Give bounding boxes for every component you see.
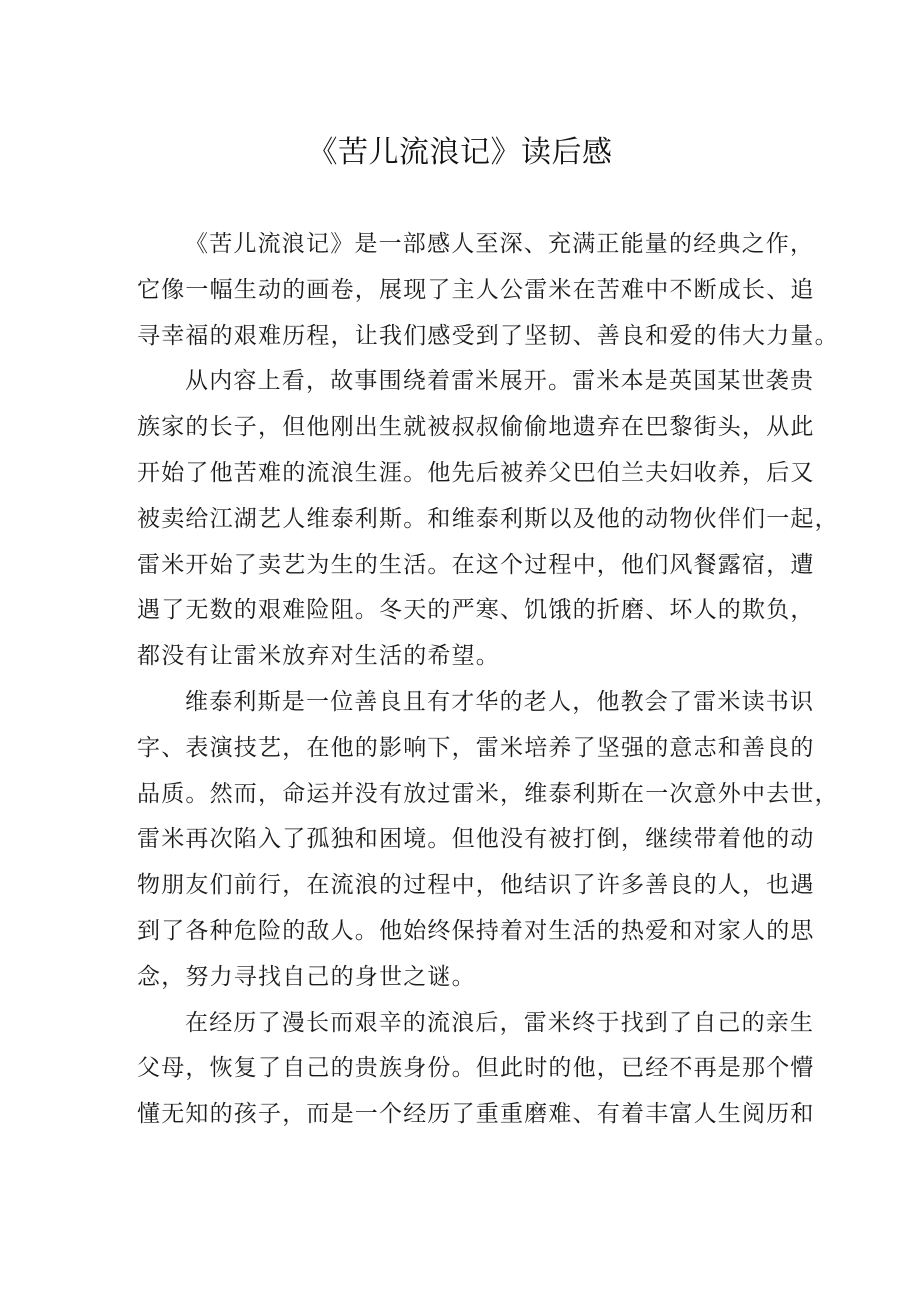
text-line: 物朋友们前行，在流浪的过程中，他结识了许多善良的人，也遇 xyxy=(137,872,815,899)
text-line: 从内容上看，故事围绕着雷米展开。雷米本是英国某世袭贵 xyxy=(185,368,815,395)
text-line: 开始了他苦难的流浪生涯。他先后被养父巴伯兰夫妇收养，后又 xyxy=(137,459,815,486)
text-line: 在经历了漫长而艰辛的流浪后，雷米终于找到了自己的亲生 xyxy=(185,1009,815,1036)
text-line: 《苦儿流浪记》是一部感人至深、充满正能量的经典之作， xyxy=(185,231,815,257)
document-title: 《苦儿流浪记》读后感 xyxy=(307,135,613,170)
text-line: 到了各种危险的敌人。他始终保持着对生活的热爱和对家人的思 xyxy=(137,917,815,944)
text-line: 它像一幅生动的画卷，展现了主人公雷米在苦难中不断成长、追 xyxy=(137,276,815,303)
text-line: 都没有让雷米放弃对生活的希望。 xyxy=(137,643,500,670)
paragraph-4 xyxy=(137,1001,815,1138)
text-line: 维泰利斯是一位善良且有才华的老人，他教会了雷米读书识 xyxy=(185,688,815,715)
text-line: 品质。然而，命运并没有放过雷米，维泰利斯在一次意外中去世， xyxy=(137,780,839,807)
text-line: 族家的长子，但他刚出生就被叔叔偷偷地遗弃在巴黎街头，从此 xyxy=(137,414,815,441)
text-line: 字、表演技艺，在他的影响下，雷米培养了坚强的意志和善良的 xyxy=(137,734,815,761)
text-line: 被卖给江湖艺人维泰利斯。和维泰利斯以及他的动物伙伴们一起， xyxy=(137,505,839,532)
text-line: 懂无知的孩子，而是一个经历了重重磨难、有着丰富人生阅历和 xyxy=(137,1101,815,1128)
paragraph-2 xyxy=(137,359,839,680)
text-line: 雷米开始了卖艺为生的生活。在这个过程中，他们风餐露宿，遭 xyxy=(137,551,815,578)
paragraph-3 xyxy=(137,680,839,1001)
text-line: 遇了无数的艰难险阻。冬天的严寒、饥饿的折磨、坏人的欺负， xyxy=(137,597,815,624)
text-line: 父母，恢复了自己的贵族身份。但此时的他，已经不再是那个懵 xyxy=(137,1055,815,1082)
paragraph-1 xyxy=(137,222,839,359)
text-line: 念，努力寻找自己的身世之谜。 xyxy=(137,963,476,990)
text-line: 雷米再次陷入了孤独和困境。但他没有被打倒，继续带着他的动 xyxy=(137,826,815,853)
text-line: 寻幸福的艰难历程，让我们感受到了坚韧、善良和爱的伟大力量。 xyxy=(137,322,839,349)
document-body xyxy=(137,222,839,1138)
